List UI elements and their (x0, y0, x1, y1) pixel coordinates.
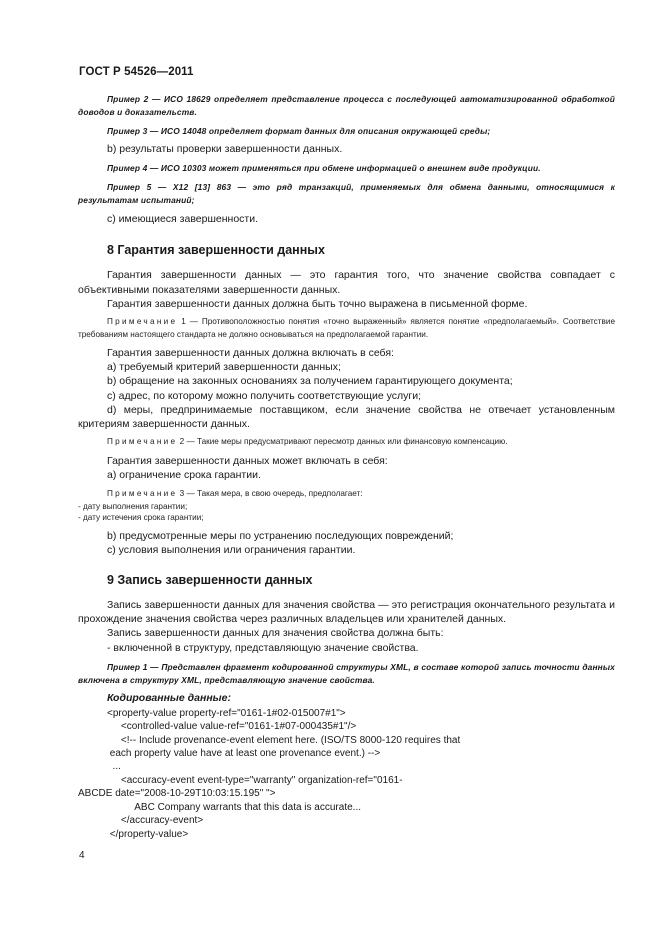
page-number: 4 (79, 850, 85, 861)
code-line: </property-value> (107, 828, 189, 840)
code-line: <accuracy-event event-type="warranty" organization-ref="0161- (107, 774, 403, 786)
example-9-1: Пример 1 — Представлен фрагмент кодированной структуры XML, в составе которой запись точности данных включена в структуру XML, представляющую значение свойства. (78, 661, 615, 685)
note-3-text: 3 — Такая мера, в свою очередь, предполагает: (177, 489, 363, 499)
list-item-c: c) имеющиеся завершенности. (107, 213, 258, 226)
note-2-label: Примечание (107, 437, 178, 447)
code-line: ABCDE date="2008-10-29T10:03:15.195" "> (78, 788, 276, 800)
section-9-para-2: Запись завершенности данных для значения свойства должна быть: (107, 627, 444, 640)
note-3 (78, 488, 615, 501)
code-line: ABC Company warrants that this data is accurate... (107, 801, 361, 813)
document-body (78, 93, 615, 841)
list-item-b: b) результаты проверки завершенности данных. (107, 143, 343, 155)
example-4: Пример 4 — ИСО 10303 может применяться при обмене информацией о внешнем виде продукции. (107, 163, 541, 174)
list-item-8d: d) меры, предпринимаемые поставщиком, если значение свойства не отвечает установленным критериям завершенности данных. (78, 403, 615, 431)
list-item-8b-b: b) предусмотренные меры по устранению последующих повреждений; (107, 529, 454, 542)
section-8-para-2: Гарантия завершенности данных должна быть точно выражена в письменной форме. (107, 297, 528, 310)
note-3-line-2: - дату истечения срока гарантии; (78, 513, 204, 523)
note-1-label: Примечание (107, 317, 178, 327)
coded-data-heading: Кодированные данные: (107, 691, 231, 704)
note-2-text: 2 — Такие меры предусматривают пересмотр данных или финансовую компенсацию. (177, 437, 508, 447)
note-3-label: Примечание (107, 489, 178, 499)
list-item-8c: c) адрес, по которому можно получить соответствующие услуги; (107, 389, 422, 402)
list-item-8b: b) обращение на законных основаниях за получением гарантирующего документа; (107, 375, 513, 388)
section-9-para-3: - включенной в структуру, представляющую значение свойства. (107, 641, 419, 654)
list-item-8a: a) требуемый критерий завершенности данных; (107, 361, 341, 374)
example-3: Пример 3 — ИСО 14048 определяет формат данных для описания окружающей среды; (107, 126, 491, 136)
section-8-heading: 8 Гарантия завершенности данных (107, 243, 325, 258)
list-item-8b-c: c) условия выполнения или ограничения гарантии. (107, 543, 356, 556)
section-8-para-3: Гарантия завершенности данных должна включать в себя: (107, 347, 394, 360)
code-line: <property-value property-ref="0161-1#02-015007#1"> (107, 707, 346, 719)
list-item-8b-a: a) ограничение срока гарантии. (107, 468, 261, 481)
code-line: </accuracy-event> (107, 815, 204, 827)
section-9-para-1: Запись завершенности данных для значения свойства — это регистрация окончательного результата и прохождение значения свойства через различных владельцев или хранителей данных. (78, 599, 615, 626)
section-9-heading: 9 Запись завершенности данных (107, 573, 313, 588)
section-8-para-1: Гарантия завершенности данных — это гарантия того, что значение свойства совпадает с объективными показателями завершенности данных. (78, 269, 615, 296)
note-1-text: 1 — Противоположностью понятия «точно выраженный» является понятие «предполагаемый». Соответствие требованиям настоящего стандарта не должно основываться на предполагаемой гарантии. (78, 317, 615, 339)
code-line: <controlled-value value-ref="0161-1#07-000435#1"/> (107, 721, 357, 733)
document-header: ГОСТ Р 54526—2011 (79, 66, 194, 78)
example-2: Пример 2 — ИСО 18629 определяет представление процесса с последующей автоматизированной обработкой доводов и доказательств. (78, 94, 615, 117)
note-2 (78, 436, 615, 449)
code-line: <!-- Include provenance-event element here. (ISO/TS 8000-120 requires that (107, 734, 461, 746)
code-line: ... (107, 761, 121, 773)
note-1 (78, 316, 615, 341)
example-5: Пример 5 — X12 [13] 863 — это ряд транзакций, применяемых для обмена данными, относящимися к результатам испытаний; (78, 182, 615, 206)
note-3-line-1: - дату выполнения гарантии; (78, 501, 188, 511)
code-line: each property value have at least one provenance event.) --> (107, 748, 381, 760)
section-8-para-4: Гарантия завершенности данных может включать в себя: (107, 454, 388, 467)
code-block (78, 707, 615, 841)
